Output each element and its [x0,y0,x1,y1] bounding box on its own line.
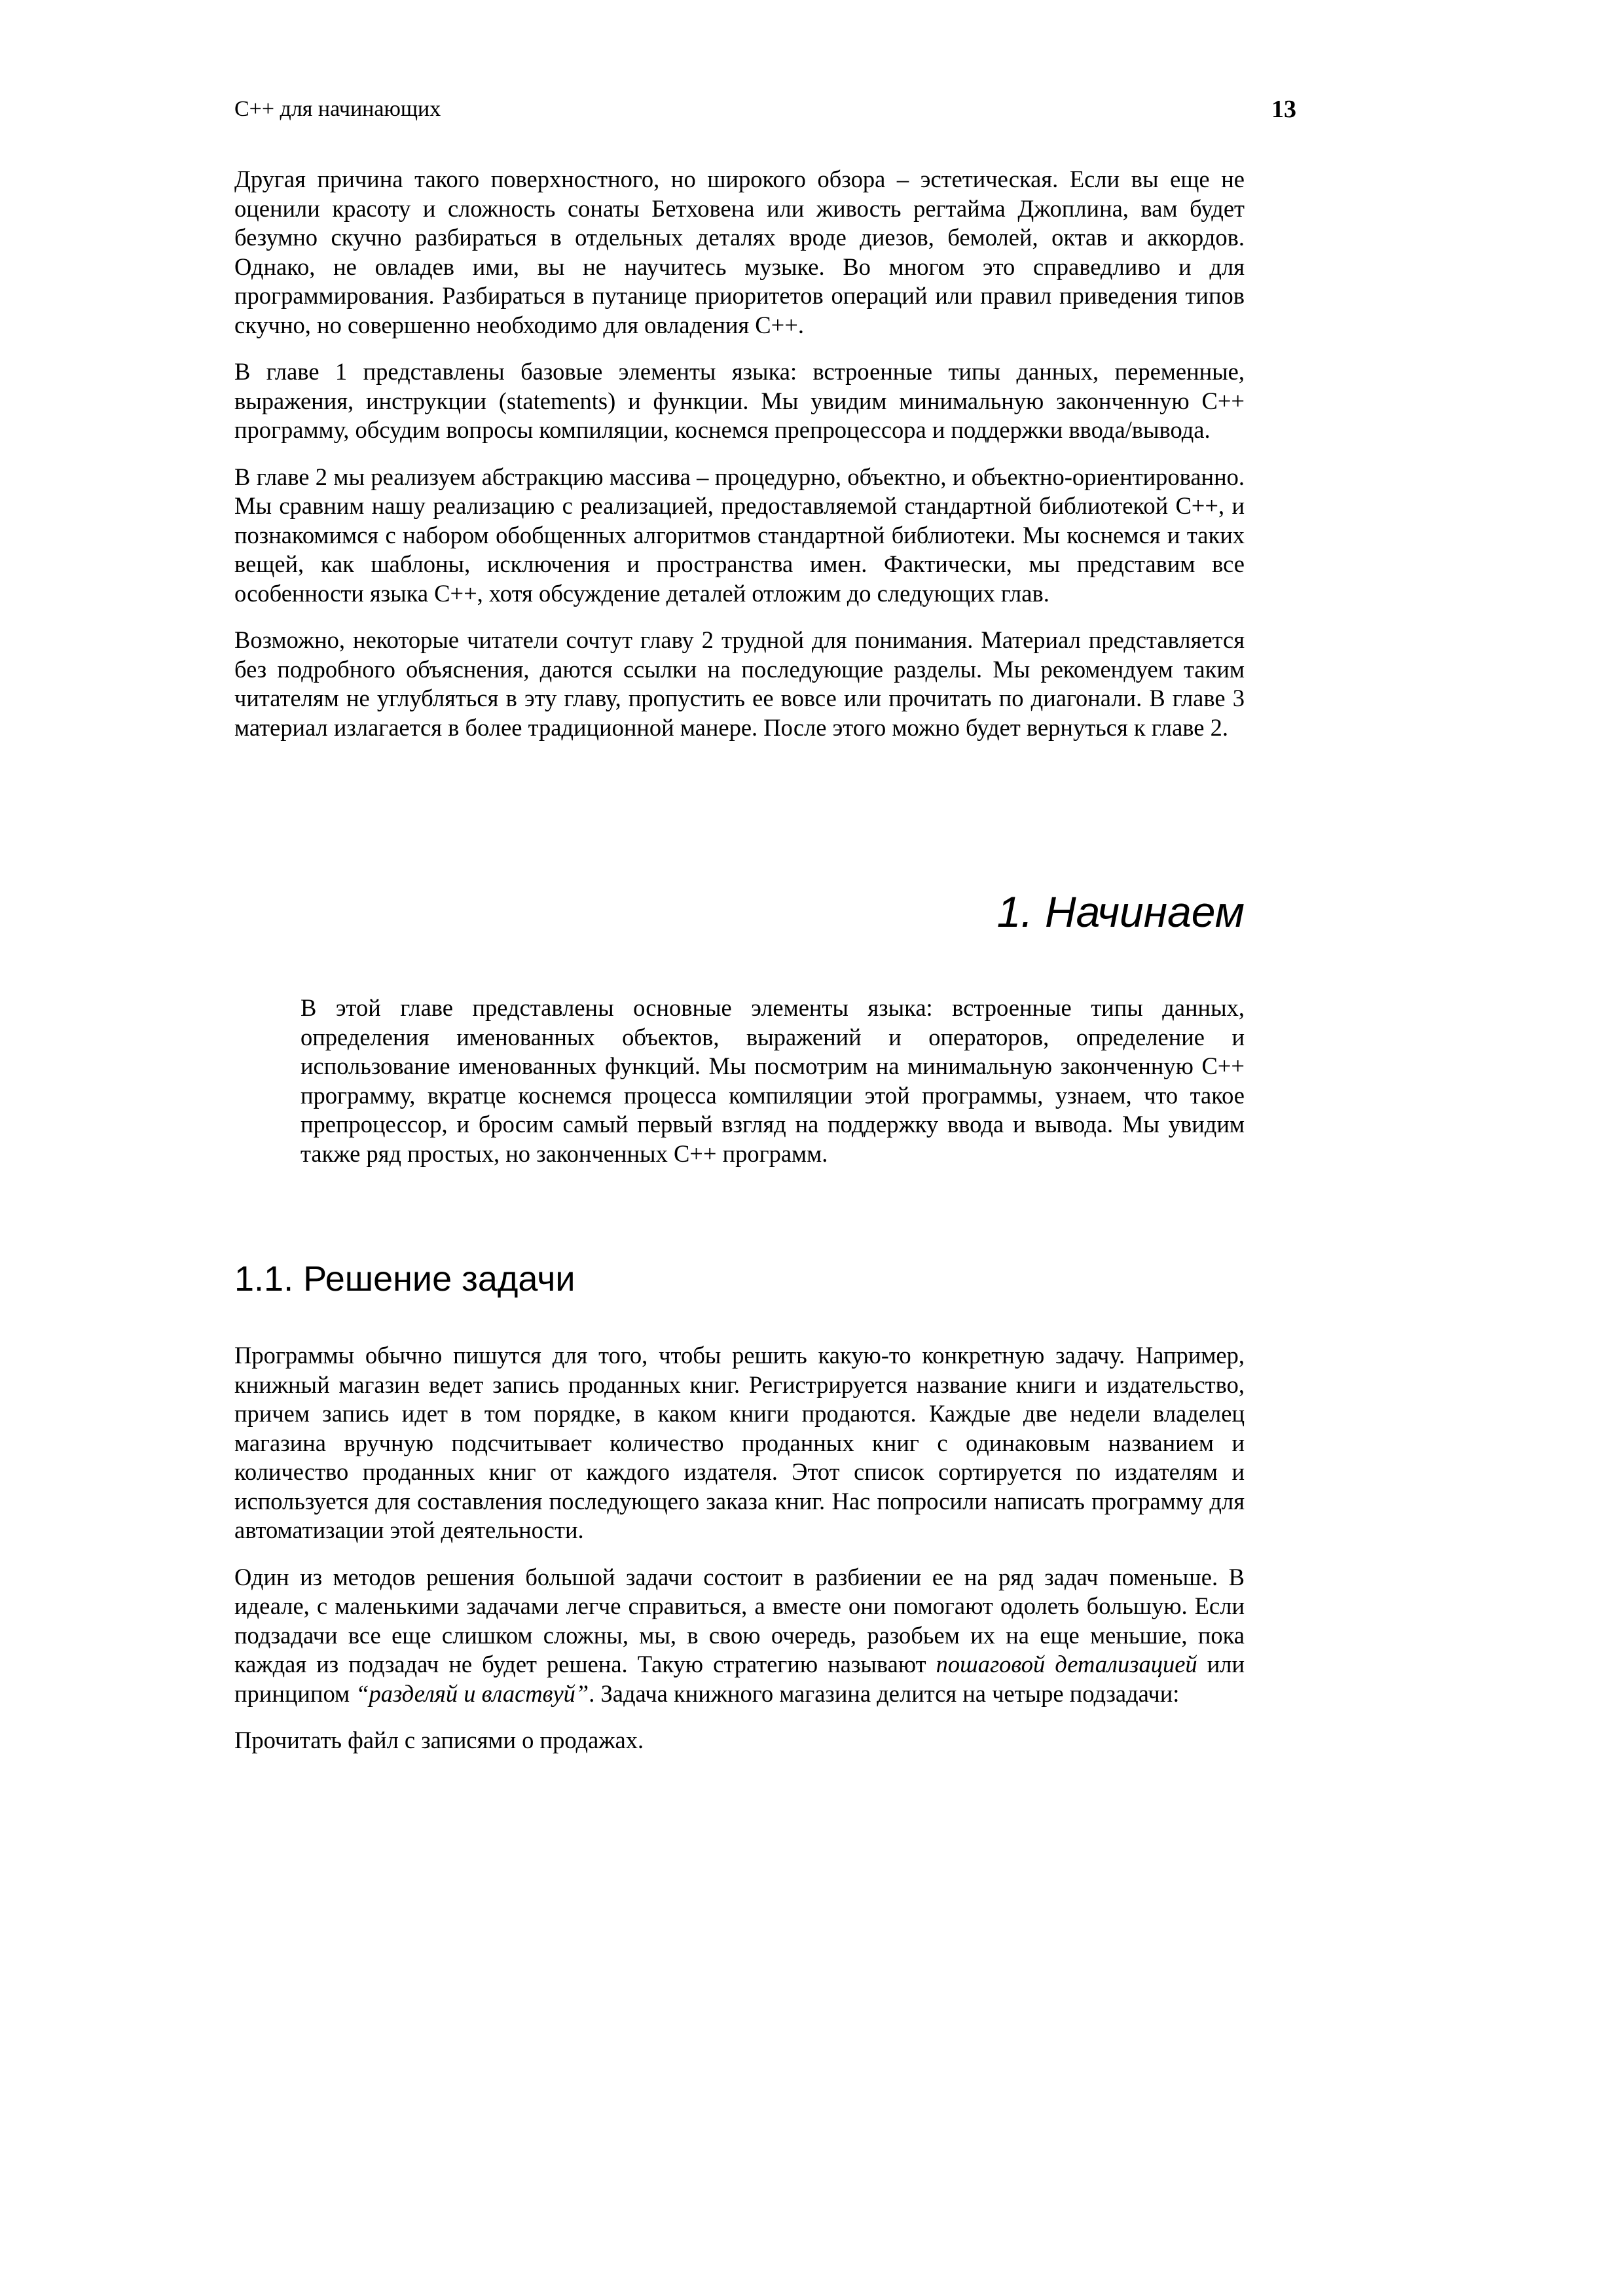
paragraph-text: Один из методов решения большой задачи состоит в разбиении ее на ряд задач поменьше. В идеале, с маленькими задачами легче справиться, а вместе они помогают одолеть большую. Если подзадачи все еще слишком сложны, мы, в свою очередь, разобьем их на еще меньшие, пока каждая из подзадач не будет решена. Такую стратегию называют [234,1563,1245,1677]
emphasized-term: “разделяй и властвуй” [356,1679,589,1707]
intro-paragraph: Возможно, некоторые читатели сочтут главу 2 трудной для понимания. Материал представляется без подробного объяснения, даются ссылки на последующие разделы. Мы рекомендуем таким читателям не углубляться в эту главу, пропустить ее вовсе или прочитать по диагонали. В главе 3 материал излагается в более традиционной манере. После этого можно будет вернуться к главе 2. [234,626,1245,741]
section-paragraph [234,1563,1245,1709]
section-text-block [234,1341,1245,1773]
intro-text-block [234,165,1245,760]
intro-paragraph: Другая причина такого поверхностного, но широкого обзора – эстетическая. Если вы еще не оценили красоту и сложность сонаты Бетховена или живость регтайма Джоплина, вам будет безумно скучно разбираться в отдельных деталях вроде диезов, бемолей, октав и аккордов. Однако, не овладев ими, вы не научитесь музыке. Во многом это справедливо и для программирования. Разбираться в путанице приоритетов операций или правил приведения типов скучно, но совершенно необходимо для овладения C++. [234,166,1245,338]
section-paragraph: Прочитать файл с записями о продажах. [234,1727,644,1753]
running-title: C++ для начинающих [234,97,441,121]
chapter-abstract-block [301,994,1245,1168]
intro-paragraph: В главе 1 представлены базовые элементы языка: встроенные типы данных, переменные, выражения, инструкции (statements) и функции. Мы увидим минимальную законченную C++ программу, обсудим вопросы компиляции, коснемся препроцессора и поддержки ввода/вывода. [234,358,1245,443]
running-header [234,93,1296,126]
chapter-title: 1. Начинаем [996,888,1245,936]
paragraph-text: . Задача книжного магазина делится на четыре подзадачи: [589,1679,1180,1707]
paragraph-text: или принципом [234,1651,1245,1707]
intro-paragraph: В главе 2 мы реализуем абстракцию массива – процедурно, объектно, и объектно-ориентированно. Мы сравним нашу реализацию с реализацией, предоставляемой стандартной библиотекой C++, и познакомимся с набором обобщенных алгоритмов стандартной библиотеки. Мы коснемся и таких вещей, как шаблоны, исключения и пространства имен. Фактически, мы представим все особенности языка C++, хотя обсуждение деталей отложим до следующих глав. [234,463,1245,607]
emphasized-term: пошаговой детализацией [936,1651,1197,1677]
section-paragraph: Программы обычно пишутся для того, чтобы решить какую-то конкретную задачу. Например, книжный магазин ведет запись проданных книг. Регистрируется название книги и издательство, причем запись идет в том порядке, в каком книги продаются. Каждые две недели владелец магазина вручную подсчитывает количество проданных книг с одинаковым названием и количество проданных книг от каждого издателя. Этот список сортируется по издателям и используется для составления последующего заказа книг. Нас попросили написать программу для автоматизации этой деятельности. [234,1342,1245,1543]
page-number: 13 [1271,96,1296,123]
chapter-abstract: В этой главе представлены основные элементы языка: встроенные типы данных, определения именованных объектов, выражений и операторов, определение и использование именованных функций. Мы посмотрим на минимальную законченную C++ программу, вкратце коснемся процесса компиляции этой программы, узнаем, что такое препроцессор, и бросим самый первый взгляд на поддержку ввода и вывода. Мы увидим также ряд простых, но законченных C++ программ. [301,994,1245,1167]
section-title: 1.1. Решение задачи [234,1259,575,1299]
